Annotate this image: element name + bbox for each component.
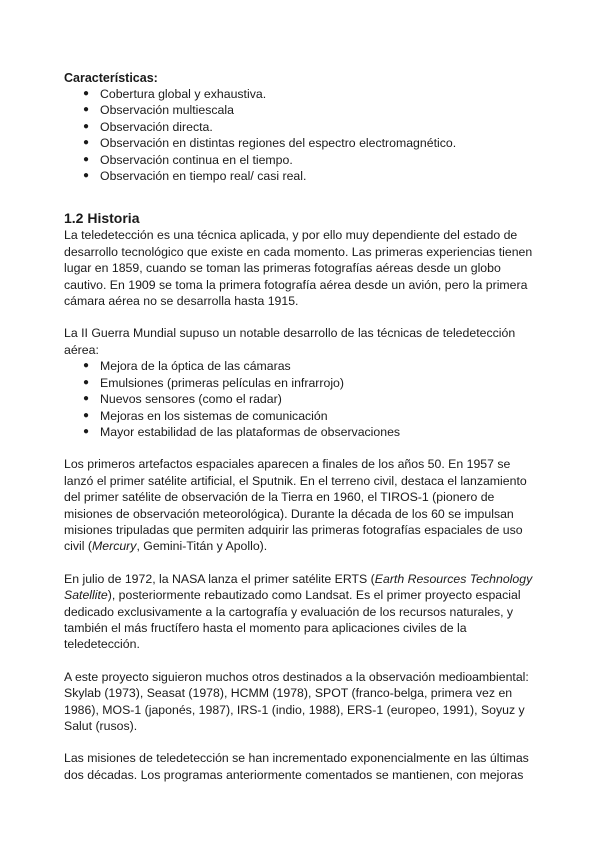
- list-item: ● Cobertura global y exhaustiva.: [83, 87, 267, 101]
- list-item: ● Observación multiescala: [83, 103, 234, 118]
- bullet-icon: ●: [83, 153, 90, 165]
- paragraph-espaciales: Los primeros artefactos espaciales aparecen a finales de los años 50. En 1957 se lanzó el primer satélite artificial, el Sputnik. En el terreno civil, destaca el lanzamiento del primer satélite de observación de la Tierra en 1960, el TIROS-1 (pionero de misiones de observación meteorológica). Durante la década de los 60 se impulsan misiones tripuladas que permiten adquirir las primeras fotografías espaciales de uso civil (Mercury, Gemini-Titán y Apollo).: [64, 457, 527, 554]
- section-title-historia: 1.2 Historia: [64, 210, 140, 227]
- list-item: ● Observación en distintas regiones del espectro electromagnético.: [83, 136, 457, 151]
- bullet-icon: ●: [83, 409, 90, 421]
- bullet-icon: ●: [83, 120, 90, 132]
- caracteristicas-list: [64, 86, 534, 184]
- guerra-list: [64, 358, 534, 440]
- paragraph-erts: En julio de 1972, la NASA lanza el primer satélite ERTS (Earth Resources Technology Satellite), posteriormente rebautizado como Landsat. Es el primer proyecto espacial dedicado exclusivamente a la cartografía y evaluación de los recursos naturales, y también el más fructífero hasta el momento para aplicaciones civiles de la teledetección.: [64, 571, 533, 652]
- paragraph-misiones: Las misiones de teledetección se han incrementado exponencialmente en las últimas dos décadas. Los programas anteriormente comentados se mantienen, con mejoras: [64, 751, 529, 782]
- list-item: ● Observación en tiempo real/ casi real.: [83, 169, 307, 184]
- bullet-icon: ●: [83, 393, 90, 405]
- list-item: ● Emulsiones (primeras películas en infrarrojo): [83, 375, 344, 390]
- paragraph-guerra: La II Guerra Mundial supuso un notable desarrollo de las técnicas de teledetección aérea:: [64, 326, 516, 357]
- bullet-icon: ●: [83, 425, 90, 437]
- bullet-icon: ●: [83, 170, 90, 182]
- bullet-icon: ●: [83, 88, 90, 99]
- document-page: [64, 70, 534, 783]
- list-item: ● Mejoras en los sistemas de comunicación: [83, 408, 328, 423]
- mercury-italic: Mercury: [92, 539, 137, 554]
- list-item: ● Observación directa.: [83, 119, 213, 134]
- list-item: ● Nuevos sensores (como el radar): [83, 392, 282, 407]
- list-item: ● Mayor estabilidad de las plataformas de observaciones: [83, 424, 401, 439]
- bullet-icon: ●: [83, 137, 90, 149]
- bullet-icon: ●: [83, 104, 90, 116]
- erts-italic: Earth Resources Technology Satellite: [64, 571, 533, 603]
- bullet-icon: ●: [83, 376, 90, 388]
- caracteristicas-heading: Características:: [64, 71, 158, 85]
- list-item: ● Mejora de la óptica de las cámaras: [83, 359, 291, 374]
- list-item: ● Observación continua en el tiempo.: [83, 152, 293, 167]
- paragraph-proyectos: A este proyecto siguieron muchos otros destinados a la observación medioambiental: Skylab (1973), Seasat (1978), HCMM (1978), SPOT (franco-belga, primera vez en 1986), MOS-1 (japonés, 1987), IRS-1 (indio, 1988), ERS-1 (europeo, 1991), Soyuz y Salut (rusos).: [64, 669, 529, 733]
- paragraph-intro: La teledetección es una técnica aplicada, y por ello muy dependiente del estado de desarrollo tecnológico que existe en cada momento. Las primeras experiencias tienen lugar en 1859, cuando se toman las primeras fotografías aéreas desde un globo cautivo. En 1909 se toma la primera fotografía aérea desde un avión, pero la primera cámara aérea no se desarrolla hasta 1915.: [64, 228, 533, 309]
- bullet-icon: ●: [83, 360, 90, 372]
